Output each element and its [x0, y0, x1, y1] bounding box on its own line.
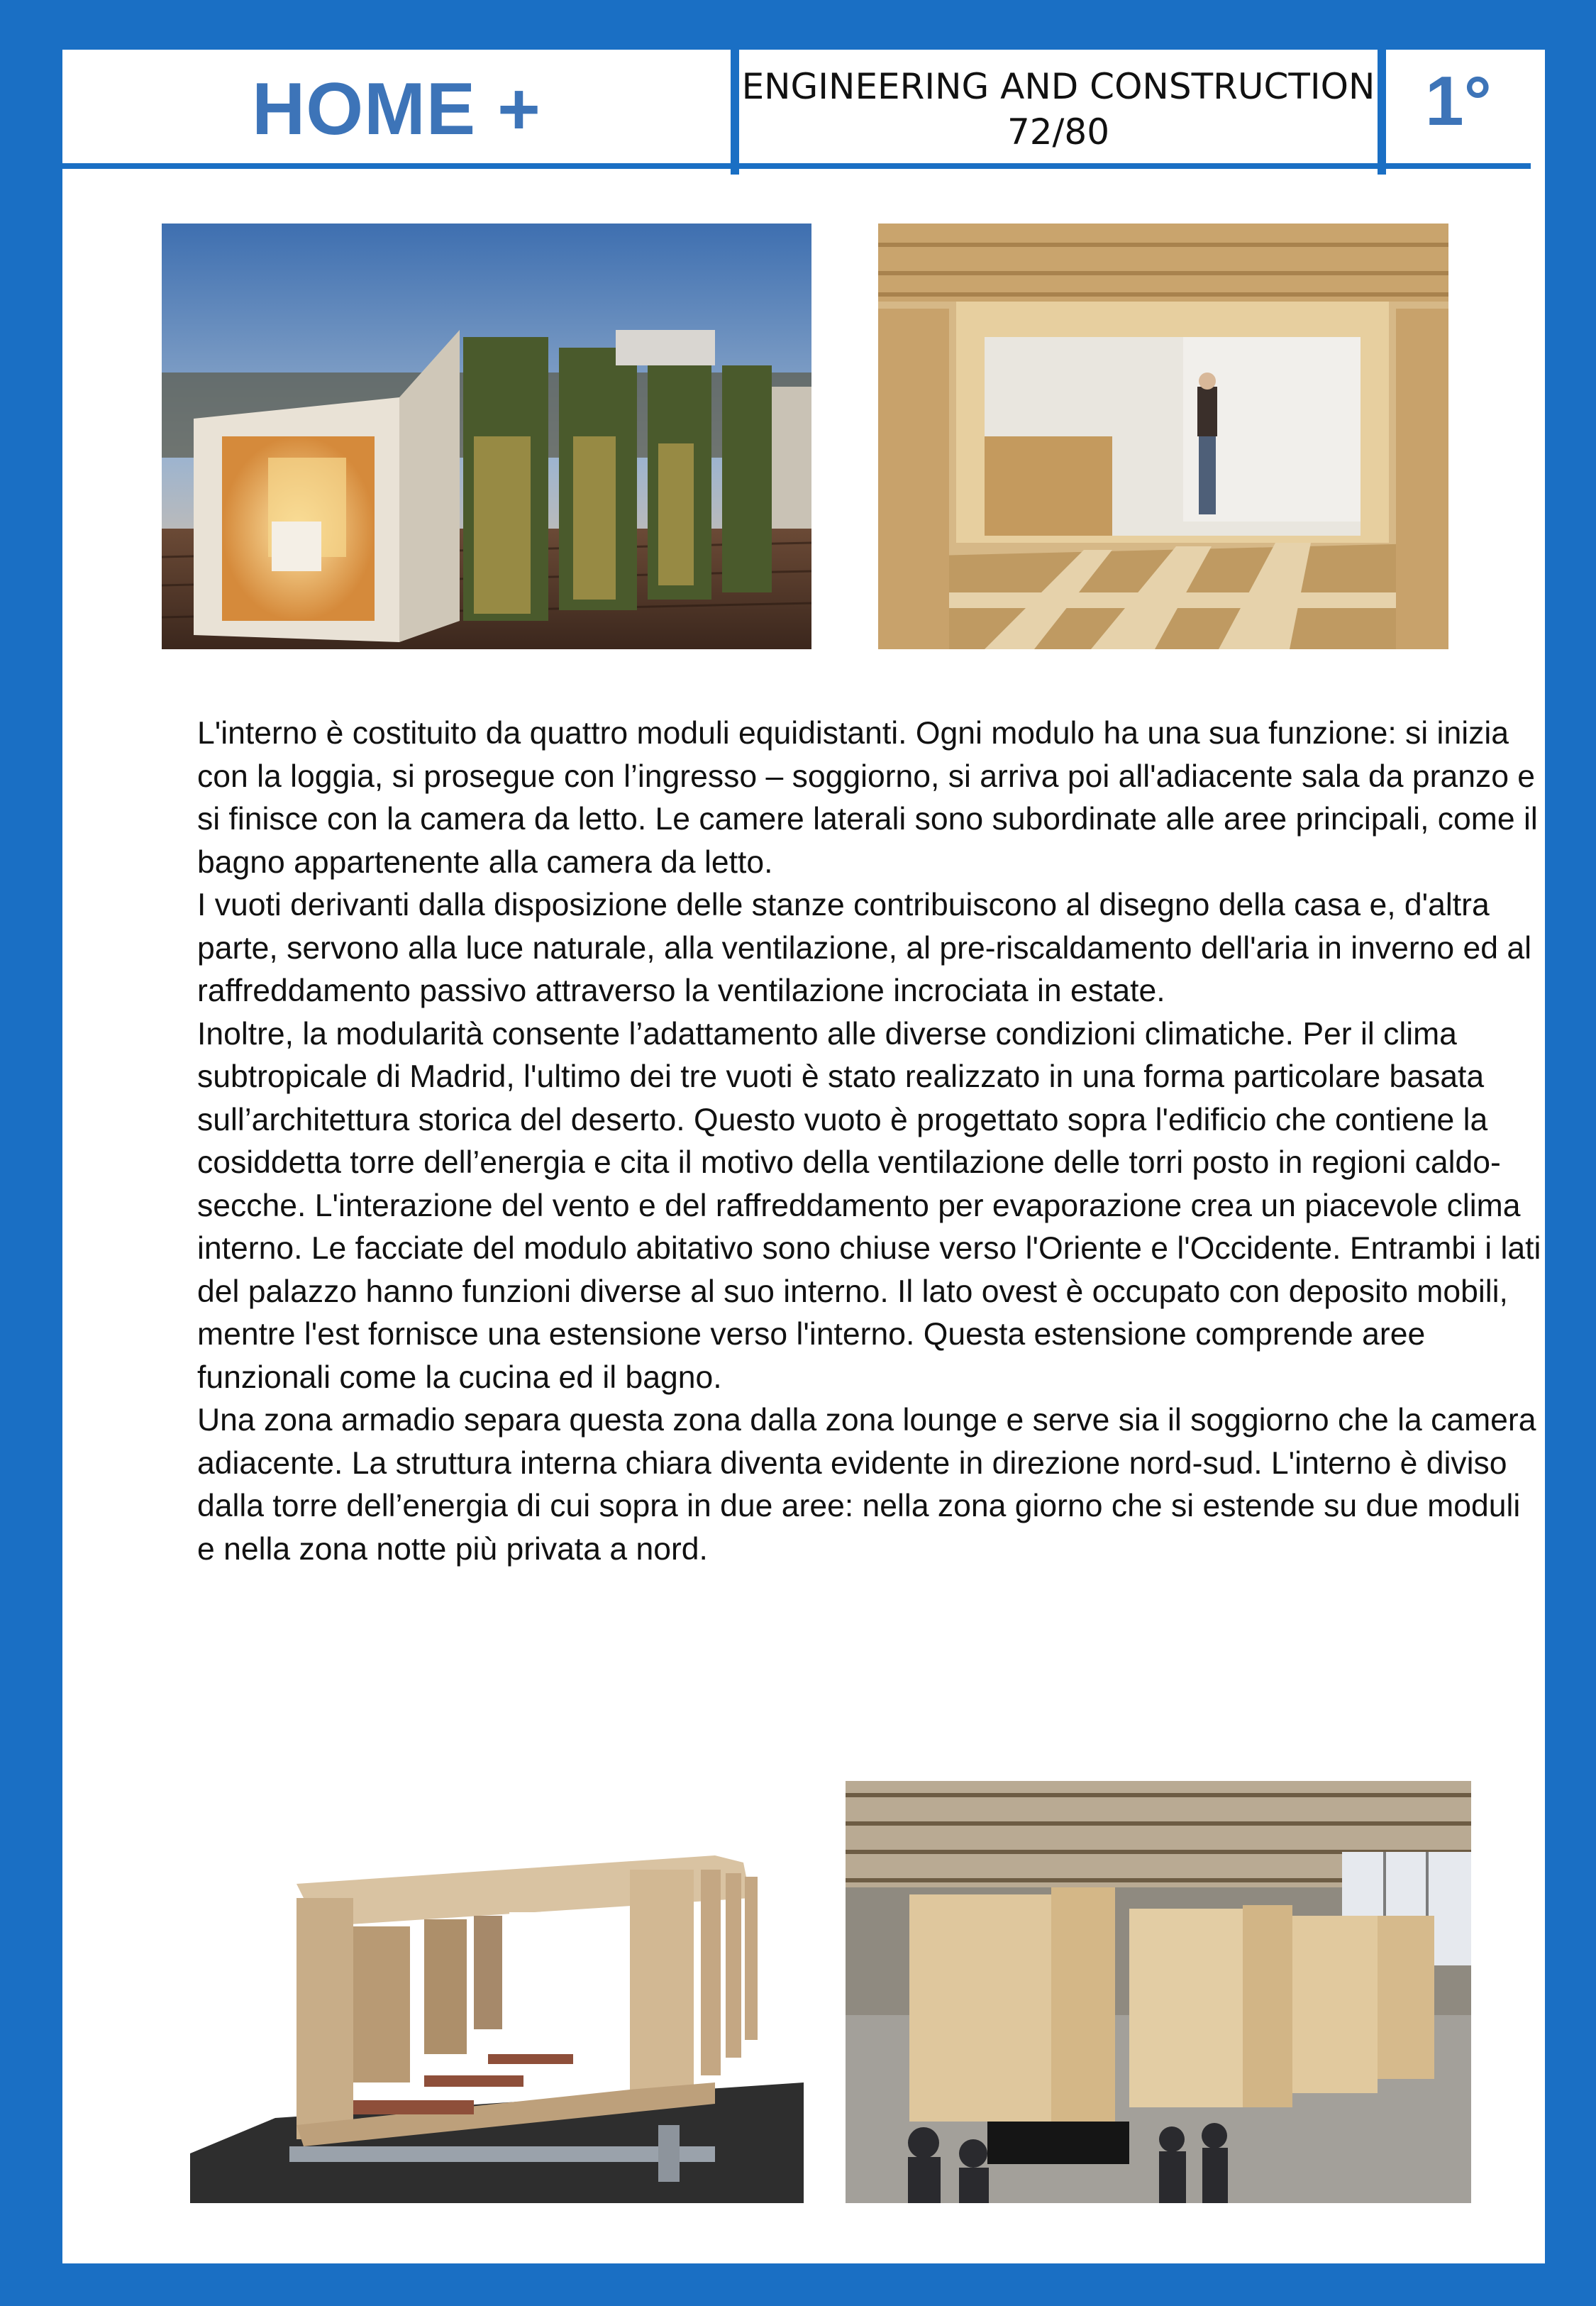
- body-paragraph: Inoltre, la modularità consente l’adattamento alle diverse condizioni climatiche. Per il clima subtropicale di Madrid, l'ultimo dei tre vuoti è stato realizzato in una forma particolare basata sull’architettura storica del deserto. Questo vuoto è progettato sopra l'edificio che contiene la cosiddetta torre dell’energia e cita il motivo della ventilazione delle torri posto in regioni caldo-secche. L'interazione del vento e del raffreddamento per evaporazione crea un piacevole clima interno. Le facciate del modulo abitativo sono chiuse verso l'Oriente e l'Occidente. Entrambi i lati del palazzo hanno funzioni diverse al suo interno. Il lato ovest è occupato con deposito mobili, mentre l'est fornisce una estensione verso l'interno. Questa estensione comprende aree funzionali come la cucina ed il bagno.: [197, 1016, 1541, 1395]
- page-title: HOME +: [252, 67, 541, 150]
- section-label: [742, 64, 1375, 155]
- timber-module-interior-photo: [878, 224, 1448, 649]
- body-text: [197, 712, 1541, 1571]
- rank-badge: 1°: [1425, 62, 1492, 140]
- body-paragraph: I vuoti derivanti dalla disposizione delle stanze contribuiscono al disegno della casa e, d'altra parte, servono alla luce naturale, alla ventilazione, al pre-riscaldamento dell'aria in inverno ed al raffreddamento passivo attraverso la ventilazione incrociata in estate.: [197, 888, 1532, 1008]
- header-divider: [731, 50, 739, 175]
- section-title: ENGINEERING AND CONSTRUCTION: [741, 66, 1375, 107]
- header-divider: [1378, 50, 1386, 175]
- exterior-night-photo: [162, 224, 811, 649]
- page-sheet: [62, 50, 1545, 2263]
- body-paragraph: L'interno è costituito da quattro moduli equidistanti. Ogni modulo ha una sua funzione: si inizia con la loggia, si prosegue con l’ingresso – soggiorno, si arriva poi all'adiacente sala da pranzo e si finisce con la camera da letto. Le camere laterali sono subordinate alle aree principali, come il bagno appartenente alla camera da letto.: [197, 716, 1538, 880]
- section-cell: [739, 55, 1378, 169]
- workshop-modules-photo: [846, 1781, 1471, 2203]
- title-cell: [62, 55, 731, 169]
- timber-module-model-photo: [190, 1784, 804, 2203]
- rank-cell: [1386, 55, 1531, 169]
- body-paragraph: Una zona armadio separa questa zona dalla zona lounge e serve sia il soggiorno che la camera adiacente. La struttura interna chiara diventa evidente in direzione nord-sud. L'interno è diviso dalla torre dell’energia di cui sopra in due aree: nella zona giorno che si estende su due moduli e nella zona notte più privata a nord.: [197, 1403, 1536, 1567]
- page-counter: 72/80: [1007, 111, 1110, 153]
